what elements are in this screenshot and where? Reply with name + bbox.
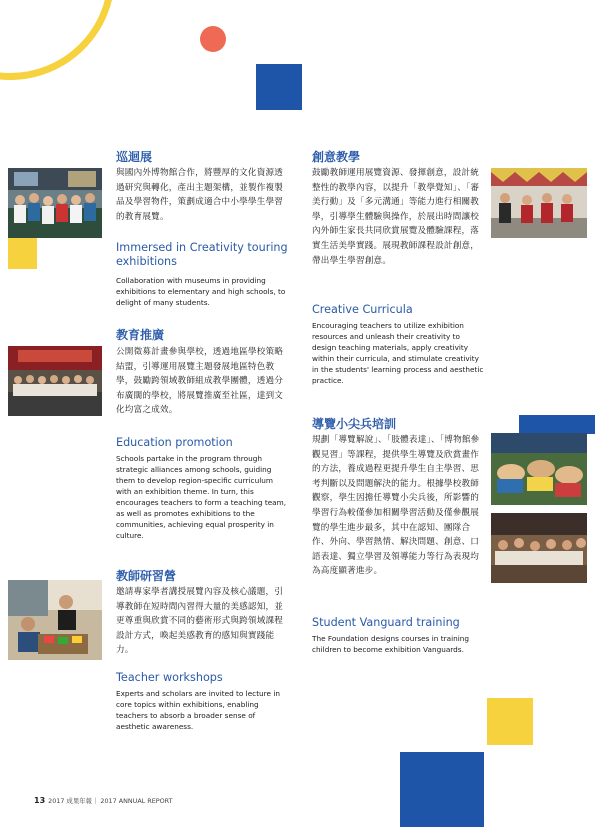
promotion-body-en: Schools partake in the program through strategic alliances among schools, guiding them to develop region-specific curriculum with an exhibition theme. In turn, this encourages teachers to form a teaching team, as well as promotes exhibitions to the communities, achieving equal prosperity in culture. — [116, 454, 287, 540]
vanguard-heading-zh: 導覽小尖兵培訓 — [312, 417, 397, 431]
decorative-yellow-ring — [0, 0, 115, 80]
touring-exhibition-photo — [8, 168, 102, 238]
page-number: 13 — [34, 796, 46, 805]
vanguard-training-photo-1 — [491, 433, 587, 505]
decorative-blue-square-bottom — [400, 752, 484, 827]
vanguard-heading-en: Student Vanguard training — [312, 616, 460, 629]
workshops-heading-en: Teacher workshops — [116, 671, 223, 684]
curricula-body-zh: 鼓勵教師運用展覽資源、發揮創意，設計統整性的教學內容，以提升「教學覺知」、「審美行動」及「多元溝通」等能力進行相關教學，引導學生體驗與操作，於展出時間讓校內外師生家長共同欣賞展覽及體驗課程，落實生活美學實踐。展現教師課程設計創意，帶出學生學習創意。 — [312, 168, 480, 266]
touring-body-zh: 與國內外博物館合作，將豐厚的文化資源透過研究與轉化，產出主題架構，並製作複製品及學習物件，策劃成適合中小學學生學習的教育展覽。 — [116, 168, 284, 222]
workshops-body-en: Experts and scholars are invited to lecture in core topics within exhibitions, enabling teachers to absorb a broader sense of aesthetic awareness. — [116, 689, 280, 731]
decorative-yellow-square-bottom — [487, 698, 533, 745]
decorative-blue-bar — [519, 415, 595, 434]
promotion-heading-zh: 教育推廣 — [116, 328, 165, 342]
curricula-heading-en: Creative Curricula — [312, 303, 413, 316]
promotion-heading-en: Education promotion — [116, 436, 233, 449]
page-footer — [34, 796, 173, 805]
touring-body-en: Collaboration with museums in providing exhibitions to elementary and high schools, to delight of many students. — [116, 276, 286, 307]
vanguard-body-zh: 規劃「導覽解說」、「肢體表達」、「博物館參觀見習」等課程，提供學生導覽及欣賞畫作的方法，養成過程更提升學生自主學習、思考判斷以及問題解決的能力。根據學校教師觀察，學生因擔任導覽小尖兵後，所影響的學習行為較僅參加相關學習活動及僅參觀展覽的學生進步最多，其中在認知、團隊合作、外向、學習熱情、解決問題、創意、口語表達、獨立學習及領導能力等行為表現均為高度顯著進步。 — [312, 435, 480, 577]
curricula-body-en: Encouraging teachers to utilize exhibition resources and unleash their creativity to design teaching materials, apply creativity within their curricula, and stimulate creativity in the students' learning process and aesthetic practice. — [312, 321, 484, 385]
creative-curricula-photo — [491, 168, 587, 238]
decorative-yellow-square — [8, 237, 37, 269]
promotion-body-zh: 公開徵募計畫參與學校，透過地區學校策略結盟，引導運用展覽主題發展地區特色教學，鼓勵跨領域教師組成教學團體，透過分布廣闊的學校，將展覽推廣至社區，達到文化均富之成效。 — [116, 347, 284, 416]
curricula-heading-zh: 創意教學 — [312, 150, 361, 164]
vanguard-body-en: The Foundation designs courses in training children to become exhibition Vanguards. — [312, 634, 470, 654]
touring-heading-zh: 巡迴展 — [116, 150, 153, 164]
workshops-heading-zh: 教師研習營 — [116, 569, 177, 583]
report-label: 2017 成果年報｜ 2017 ANNUAL REPORT — [48, 797, 173, 805]
teacher-workshop-photo — [8, 580, 102, 660]
education-promotion-photo — [8, 346, 102, 416]
vanguard-training-photo-2 — [491, 513, 587, 583]
decorative-blue-square — [256, 64, 302, 110]
workshops-body-zh: 邀請專家學者講授展覽內容及核心議題，引導教師在短時間內習得大量的美感認知，並更尊重與欣賞不同的藝術形式與跨領域課程設計方式，喚起美感教育的感知與實踐能力。 — [116, 587, 284, 656]
decorative-coral-dot — [200, 26, 226, 52]
touring-heading-en: Immersed in Creativity touring exhibitions — [116, 241, 288, 268]
